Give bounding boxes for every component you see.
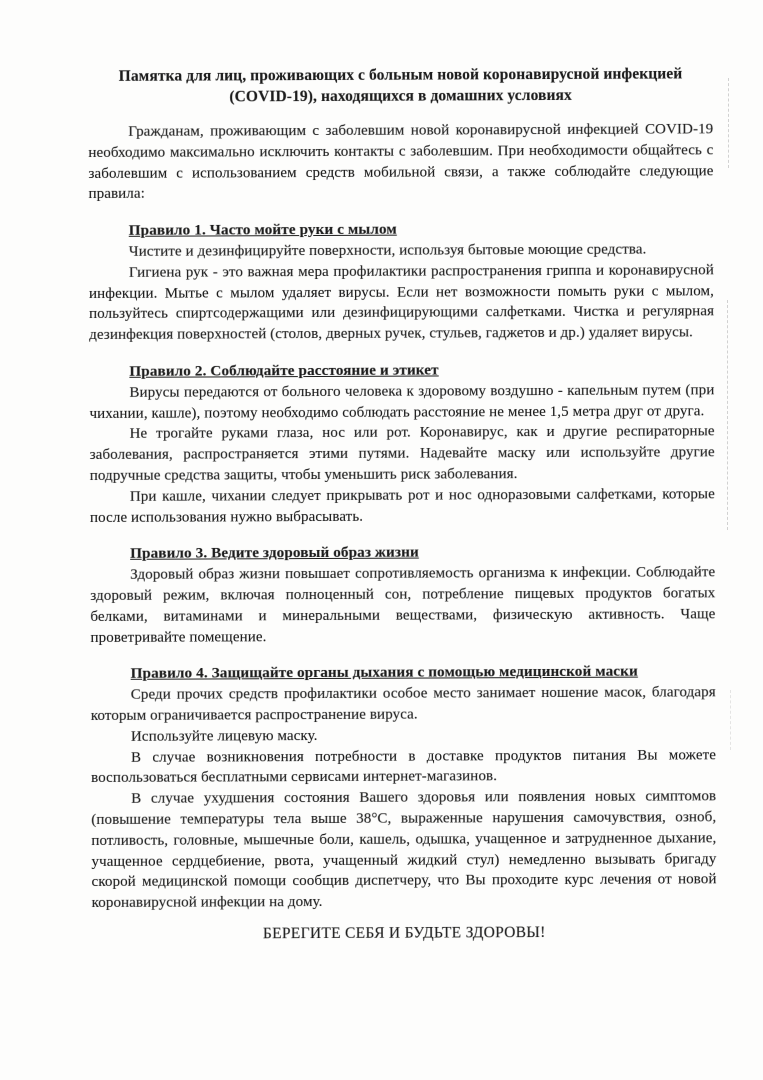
- rule-2-heading: Правило 2. Соблюдайте расстояние и этикет: [129, 361, 439, 380]
- closing-line: БЕРЕГИТЕ СЕБЯ И БУДЬТЕ ЗДОРОВЫ!: [262, 923, 546, 943]
- rule-4-paragraph: Используйте лицевую маску.: [130, 727, 318, 745]
- rule-4-paragraph: В случае возникновения потребности в доставке продуктов питания Вы можете воспользоваться бесплатными сервисами интернет-магазинов.: [91, 746, 717, 787]
- rule-4-section: [91, 662, 717, 914]
- rule-2-paragraph: Вирусы передаются от больного человека к здоровому воздушно - капельным путем (при чихании, кашле), поэтому необходимо соблюдать расстояние не менее 1,5 метра друг от друга.: [89, 382, 715, 422]
- rule-3-section: [90, 542, 715, 649]
- intro-paragraph: Гражданам, проживающим с заболевшим новой коронавирусной инфекцией COVID-19 необходимо максимально исключить контакты с заболевшим. При необходимости общайтесь с заболевшим с использованием средств мобильной связи, а также соблюдайте следующие правила:: [88, 121, 714, 203]
- rule-1-section: [89, 218, 715, 346]
- scan-artifact-line: [730, 690, 731, 750]
- rule-1-paragraph: Чистите и дезинфицируйте поверхности, используя бытовые моющие средства.: [128, 241, 647, 260]
- rule-1-paragraph: Гигиена рук - это важная мера профилактики распространения гриппа и коронавирусной инфекции. Мытье с мылом удаляет вирусы. Если нет возможности помыть руки с мылом, пользуйтесь спиртсодержащими или дезинфицирующими салфетками. Чистка и регулярная дезинфекция поверхностей (столов, дверных ручек, стульев, гаджетов и др.) удаляет вирусы.: [88, 262, 715, 344]
- rule-3-heading: Правило 3. Ведите здоровый образ жизни: [130, 543, 419, 563]
- rule-3-paragraph: Здоровый образ жизни повышает сопротивляемость организма к инфекции. Соблюдайте здоровый режим, включая полноценный сон, потребление пищевых продуктов богатых белками, витаминами и минеральными веществами, физическую активность. Чаще проветривайте помещение.: [90, 564, 716, 646]
- rule-4-paragraph: Среди прочих средств профилактики особое место занимает ношение масок, благодаря которым ограничивается распространение вируса.: [90, 684, 716, 724]
- document-title-line-1: Памятка для лиц, проживающих с больным новой коронавирусной инфекцией: [118, 65, 683, 85]
- rule-2-section: [89, 359, 715, 528]
- scan-artifact-line: [727, 300, 728, 530]
- scan-artifact-line: [728, 78, 729, 168]
- document-title: [88, 63, 713, 108]
- rule-2-paragraph: Не трогайте руками глаза, нос или рот. Коронавирус, как и другие респираторные заболевания, распространяется этими путями. Надевайте маску или используйте другие подручные средства защиты, чтобы уменьшить риск заболевания.: [89, 423, 715, 484]
- document-content: [88, 63, 717, 945]
- rule-4-paragraph: В случае ухудшения состояния Вашего здоровья или появления новых симптомов (повышение температуры тела выше 38°С, выраженные нарушения самочувствия, озноб, потливость, головные, мышечные боли, кашель, одышка, учащенное и затрудненное дыхание, учащенное сердцебиение, рвота, учащенный жидкий стул) немедленно вызывать бригаду скорой медицинской помощи сообщив диспетчеру, что Вы проходите курс лечения от новой коронавирусной инфекции на дому.: [91, 788, 717, 912]
- rule-1-heading: Правило 1. Часто мойте руки с мылом: [128, 220, 397, 240]
- rule-4-heading: Правило 4. Защищайте органы дыхания с помощью медицинской маски: [130, 662, 638, 683]
- document-title-line-2: (COVID-19), находящихся в домашних условиях: [229, 86, 572, 106]
- rule-2-paragraph: При кашле, чихании следует прикрывать рот и нос одноразовыми салфетками, которые после использования нужно выбрасывать.: [89, 486, 715, 526]
